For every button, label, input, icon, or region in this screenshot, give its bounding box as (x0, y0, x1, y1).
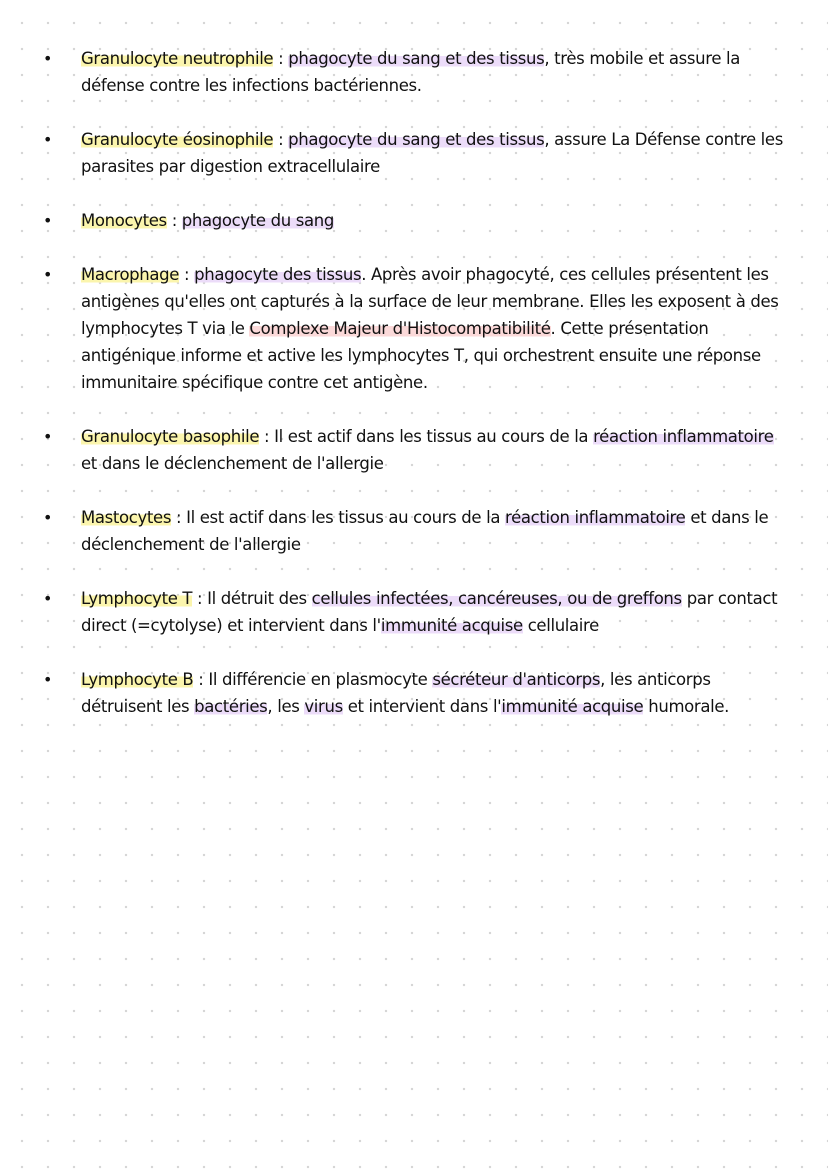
body-text: , assure La Défense contre les parasites par digestion extracellulaire (81, 130, 783, 176)
highlight-text: phagocyte du sang (181, 211, 334, 230)
notes-list (0, 45, 828, 747)
highlight-text: phagocyte du sang et des tissus (288, 49, 545, 68)
term-label: Granulocyte basophile (81, 427, 260, 446)
body-text: . Après avoir phagocyté, ces cellules présentent les antigènes qu'elles ont capturés à la surface de leur membrane. Elles les exposent à des lymphocytes T via le (81, 265, 779, 338)
highlight-text: sécréteur d'anticorps (432, 670, 601, 689)
separator: : (192, 589, 208, 608)
term-label: Granulocyte neutrophile (81, 49, 274, 68)
body-text: , les (267, 697, 305, 716)
term-label: Lymphocyte T (81, 589, 193, 608)
body-text: cellulaire (522, 616, 599, 635)
term-label: Macrophage (81, 265, 180, 284)
highlight-text: cellules infectées, cancéreuses, ou de greffons (311, 589, 682, 608)
separator: : (166, 211, 182, 230)
bullet-icon: • (43, 589, 53, 608)
bullet-icon: • (43, 670, 53, 689)
body-text: , très mobile et assure la défense contre les infections bactériennes. (81, 49, 741, 95)
bullet-icon: • (43, 508, 53, 527)
highlight-text: bactéries (194, 697, 268, 716)
separator: : (273, 130, 289, 149)
highlight-text: immunité acquise (501, 697, 644, 716)
body-text: humorale. (643, 697, 730, 716)
term-label: Granulocyte éosinophile (81, 130, 274, 149)
highlight-text-mhc: Complexe Majeur d'Histocompatibilité (249, 319, 551, 338)
body-text: par contact direct (=cytolyse) et intervient dans l' (81, 589, 778, 635)
body-text: et dans le déclenchement de l'allergie (81, 508, 769, 554)
separator: : (193, 670, 209, 689)
body-text: et dans le déclenchement de l'allergie (81, 454, 384, 473)
highlight-text: phagocyte des tissus (194, 265, 362, 284)
term-label: Mastocytes (81, 508, 172, 527)
term-label: Lymphocyte B (81, 670, 194, 689)
body-text: . Cette présentation antigénique informe et active les lymphocytes T, qui orchestrent ensuite une réponse immunitaire spécifique contre cet antigène. (81, 319, 761, 392)
separator: : (259, 427, 275, 446)
note-item-basophile (0, 423, 828, 477)
body-text: Il est actif dans les tissus au cours de la (186, 508, 505, 527)
note-item-neutrophile (0, 45, 828, 99)
highlight-text: immunité acquise (380, 616, 523, 635)
highlight-text: virus (304, 697, 343, 716)
note-item-lymphocyte-t (0, 585, 828, 639)
term-label: Monocytes (81, 211, 167, 230)
note-item-macrophage (0, 261, 828, 396)
body-text: Il différencie en plasmocyte (208, 670, 433, 689)
body-text: , les anticorps détruisent les (81, 670, 711, 716)
body-text: Il détruit des (207, 589, 312, 608)
body-text: et intervient dans l' (342, 697, 502, 716)
note-item-mastocytes (0, 504, 828, 558)
bullet-icon: • (43, 130, 53, 149)
note-item-lymphocyte-b (0, 666, 828, 720)
body-text: Il est actif dans les tissus au cours de la (274, 427, 594, 446)
bullet-icon: • (43, 427, 53, 446)
bullet-icon: • (43, 211, 53, 230)
bullet-icon: • (43, 49, 53, 68)
note-item-monocytes (0, 207, 828, 234)
highlight-text: phagocyte du sang et des tissus (288, 130, 545, 149)
highlight-text: réaction inflammatoire (505, 508, 686, 527)
separator: : (179, 265, 195, 284)
separator: : (273, 49, 289, 68)
note-item-eosinophile (0, 126, 828, 180)
separator: : (171, 508, 187, 527)
bullet-icon: • (43, 265, 53, 284)
highlight-text: réaction inflammatoire (593, 427, 774, 446)
